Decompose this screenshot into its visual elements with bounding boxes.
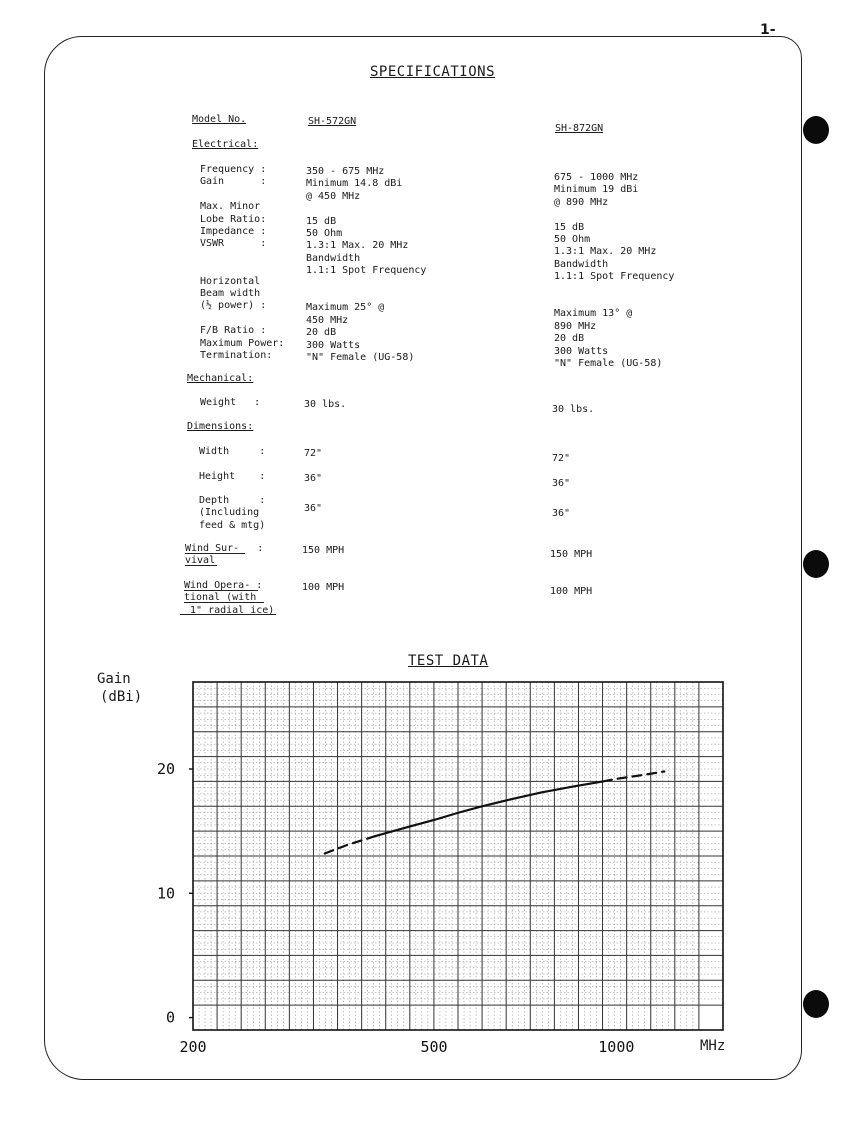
depth-value-a: 36": [304, 503, 323, 514]
x-tick-label: 200: [179, 1038, 207, 1056]
electrical-heading: Electrical:: [192, 139, 259, 150]
y-axis-label-gain: Gain: [97, 671, 131, 687]
y-tick-label: 10: [156, 884, 175, 903]
height-value-b: 36": [552, 478, 571, 489]
depth-value-b: 36": [552, 508, 571, 519]
wind-operational-value-b: 100 MPH: [550, 586, 593, 597]
x-tick-label: 1000: [598, 1038, 635, 1056]
dimensions-heading: Dimensions:: [187, 421, 254, 432]
depth-label: Depth : (Including feed & mtg): [199, 495, 266, 531]
height-value-a: 36": [304, 473, 323, 484]
weight-value-a: 30 lbs.: [304, 399, 347, 410]
electrical-values-b: 675 - 1000 MHz Minimum 19 dBi @ 890 MHz 15 dB 50 Ohm 1.3:1 Max. 20 MHz Bandwidth 1.1:1 Spot Frequency Maximum 13° @ 890 MHz 20 dB 300 Watts "N" Female (UG-58): [554, 172, 675, 370]
axis-ticks: [157, 760, 634, 1056]
wind-operational-label: Wind Opera- : tional (with 1" radial ice): [184, 580, 275, 616]
y-tick-label: 0: [165, 1008, 175, 1027]
electrical-labels: Frequency : Gain : Max. Minor Lobe Ratio: Impedance : VSWR : Horizontal Beam width (½ power) : F/B Ratio : Maximum Power: Termination:: [200, 164, 285, 362]
weight-value-b: 30 lbs.: [552, 404, 595, 415]
page-title: SPECIFICATIONS: [370, 64, 496, 80]
height-label: Height :: [199, 471, 266, 482]
x-axis-unit: MHz: [700, 1038, 726, 1054]
wind-operational-value-a: 100 MPH: [302, 582, 345, 593]
electrical-values-a: 350 - 675 MHz Minimum 14.8 dBi @ 450 MHz 15 dB 50 Ohm 1.3:1 Max. 20 MHz Bandwidth 1.1:1 Spot Frequency Maximum 25° @ 450 MHz 20 dB 300 Watts "N" Female (UG-58): [306, 166, 427, 364]
wind-survival-value-a: 150 MPH: [302, 545, 345, 556]
series-line-dashed-end: [603, 772, 664, 782]
width-value-a: 72": [304, 448, 323, 459]
y-axis-label-unit: (dBi): [100, 689, 143, 705]
model-a-name: SH-572GN: [308, 116, 357, 127]
width-label: Width :: [199, 446, 266, 457]
wind-survival-label: Wind Sur- : vival: [185, 543, 264, 567]
x-tick-label: 500: [420, 1038, 448, 1056]
width-value-b: 72": [552, 453, 571, 464]
weight-label: Weight :: [200, 397, 261, 408]
test-data-title: TEST DATA: [408, 653, 489, 669]
corner-mark: 1-: [760, 22, 776, 38]
mechanical-heading: Mechanical:: [187, 373, 254, 384]
grid-major: [193, 682, 723, 1030]
model-no-label: Model No.: [192, 114, 247, 125]
model-b-name: SH-872GN: [555, 123, 604, 134]
y-tick-label: 20: [156, 760, 175, 778]
wind-survival-value-b: 150 MPH: [550, 549, 593, 560]
